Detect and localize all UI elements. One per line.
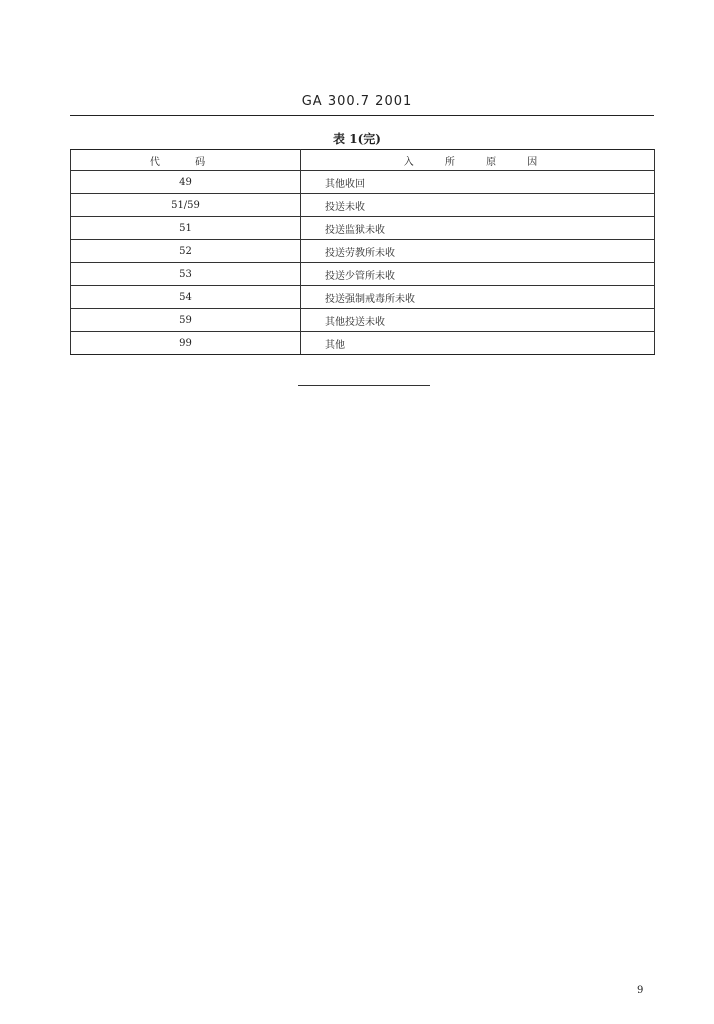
code-cell: 54 (71, 286, 301, 309)
reason-cell: 投送未收 (301, 194, 655, 217)
column-header-code: 代 码 (71, 150, 301, 171)
column-header-reason: 入 所 原 因 (301, 150, 655, 171)
table-row (71, 240, 655, 263)
reason-cell: 其他投送未收 (301, 309, 655, 332)
code-cell: 51 (71, 217, 301, 240)
table-header-row (71, 150, 655, 171)
reason-cell: 其他收回 (301, 171, 655, 194)
page-number: 9 (637, 985, 644, 996)
code-cell: 52 (71, 240, 301, 263)
reason-cell: 投送少管所未收 (301, 263, 655, 286)
table-row (71, 171, 655, 194)
reason-cell: 投送强制戒毒所未收 (301, 286, 655, 309)
header-divider (70, 115, 654, 116)
reason-cell: 其他 (301, 332, 655, 355)
table-row (71, 217, 655, 240)
code-cell: 49 (71, 171, 301, 194)
code-cell: 99 (71, 332, 301, 355)
table-row (71, 309, 655, 332)
code-cell: 51/59 (71, 194, 301, 217)
table-row (71, 332, 655, 355)
table-row (71, 286, 655, 309)
reason-cell: 投送劳教所未收 (301, 240, 655, 263)
table-caption: 表 1(完) (333, 132, 381, 146)
code-cell: 59 (71, 309, 301, 332)
code-cell: 53 (71, 263, 301, 286)
table-row (71, 194, 655, 217)
code-table (70, 149, 655, 355)
reason-cell: 投送监狱未收 (301, 217, 655, 240)
end-of-table-rule (298, 385, 430, 386)
table-row (71, 263, 655, 286)
standard-code-header: GA 300.7 2001 (301, 94, 413, 109)
